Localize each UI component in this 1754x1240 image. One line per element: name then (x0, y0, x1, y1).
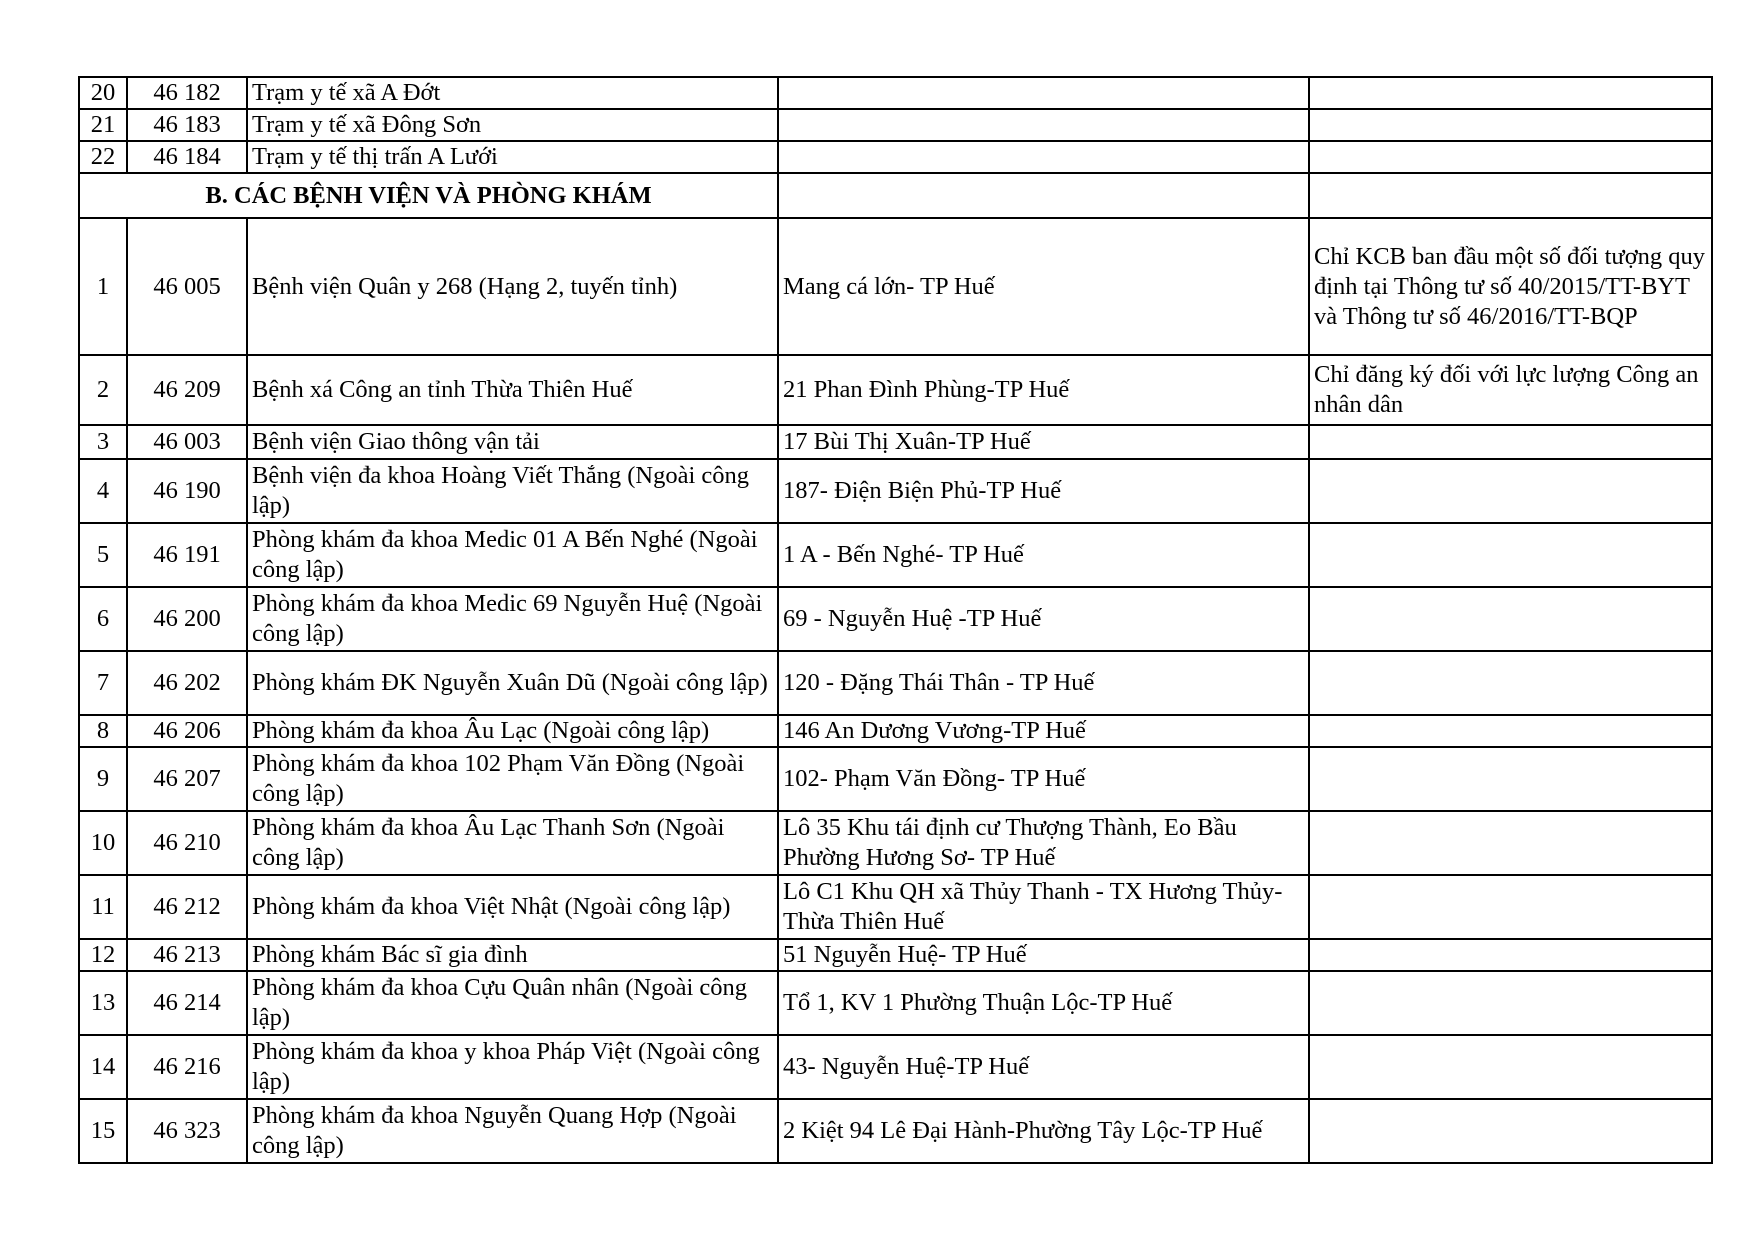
facility-note (1309, 173, 1712, 218)
facility-name: Phòng khám đa khoa Việt Nhật (Ngoài công lập) (247, 875, 778, 939)
row-number: 13 (79, 971, 127, 1035)
facility-note (1309, 971, 1712, 1035)
facility-name: Phòng khám đa khoa y khoa Pháp Việt (Ngoài công lập) (247, 1035, 778, 1099)
table-row (79, 1099, 1712, 1163)
row-number: 5 (79, 523, 127, 587)
facility-address: 187- Điện Biện Phủ-TP Huế (778, 459, 1309, 523)
facility-address: 2 Kiệt 94 Lê Đại Hành-Phường Tây Lộc-TP Huế (778, 1099, 1309, 1163)
facility-table (78, 76, 1713, 1164)
row-number: 1 (79, 218, 127, 355)
section-title: B. CÁC BỆNH VIỆN VÀ PHÒNG KHÁM (79, 173, 778, 218)
facility-name: Trạm y tế xã Đông Sơn (247, 109, 778, 141)
facility-name: Phòng khám đa khoa Âu Lạc Thanh Sơn (Ngoài công lập) (247, 811, 778, 875)
table-row (79, 747, 1712, 811)
facility-code: 46 183 (127, 109, 247, 141)
facility-code: 46 210 (127, 811, 247, 875)
facility-address: 17 Bùi Thị Xuân-TP Huế (778, 425, 1309, 459)
facility-note: Chỉ KCB ban đầu một số đối tượng quy định tại Thông tư số 40/2015/TT-BYT và Thông tư số 46/2016/TT-BQP (1309, 218, 1712, 355)
row-number: 10 (79, 811, 127, 875)
row-number: 22 (79, 141, 127, 173)
facility-note (1309, 651, 1712, 715)
facility-note: Chỉ đăng ký đối với lực lượng Công an nhân dân (1309, 355, 1712, 425)
table-row (79, 141, 1712, 173)
table-row (79, 971, 1712, 1035)
facility-code: 46 214 (127, 971, 247, 1035)
facility-note (1309, 1035, 1712, 1099)
row-number: 8 (79, 715, 127, 747)
facility-note (1309, 109, 1712, 141)
facility-address: Lô 35 Khu tái định cư Thượng Thành, Eo Bầu Phường Hương Sơ- TP Huế (778, 811, 1309, 875)
facility-name: Bệnh xá Công an tỉnh Thừa Thiên Huế (247, 355, 778, 425)
facility-note (1309, 523, 1712, 587)
facility-note (1309, 875, 1712, 939)
facility-code: 46 323 (127, 1099, 247, 1163)
facility-code: 46 200 (127, 587, 247, 651)
facility-note (1309, 77, 1712, 109)
table-row (79, 715, 1712, 747)
facility-note (1309, 459, 1712, 523)
facility-code: 46 191 (127, 523, 247, 587)
table-row (79, 811, 1712, 875)
facility-name: Phòng khám đa khoa Cựu Quân nhân (Ngoài công lập) (247, 971, 778, 1035)
facility-code: 46 190 (127, 459, 247, 523)
table-row (79, 1035, 1712, 1099)
row-number: 21 (79, 109, 127, 141)
facility-address (778, 77, 1309, 109)
table-row (79, 355, 1712, 425)
facility-address: 43- Nguyễn Huệ-TP Huế (778, 1035, 1309, 1099)
facility-name: Bệnh viện Giao thông vận tải (247, 425, 778, 459)
table-row (79, 523, 1712, 587)
row-number: 3 (79, 425, 127, 459)
row-number: 15 (79, 1099, 127, 1163)
facility-name: Bệnh viện đa khoa Hoàng Viết Thắng (Ngoài công lập) (247, 459, 778, 523)
table-row (79, 109, 1712, 141)
row-number: 11 (79, 875, 127, 939)
row-number: 20 (79, 77, 127, 109)
row-number: 9 (79, 747, 127, 811)
facility-address: 1 A - Bến Nghé- TP Huế (778, 523, 1309, 587)
facility-name: Phòng khám đa khoa Nguyễn Quang Hợp (Ngoài công lập) (247, 1099, 778, 1163)
facility-name: Phòng khám Bác sĩ gia đình (247, 939, 778, 971)
facility-name: Phòng khám đa khoa Âu Lạc (Ngoài công lập) (247, 715, 778, 747)
facility-address: 120 - Đặng Thái Thân - TP Huế (778, 651, 1309, 715)
table-row (79, 459, 1712, 523)
row-number: 12 (79, 939, 127, 971)
row-number: 7 (79, 651, 127, 715)
facility-note (1309, 747, 1712, 811)
table-row (79, 77, 1712, 109)
facility-name: Phòng khám đa khoa 102 Phạm Văn Đồng (Ngoài công lập) (247, 747, 778, 811)
facility-address: 102- Phạm Văn Đồng- TP Huế (778, 747, 1309, 811)
row-number: 2 (79, 355, 127, 425)
facility-code: 46 213 (127, 939, 247, 971)
facility-note (1309, 141, 1712, 173)
facility-note (1309, 811, 1712, 875)
row-number: 14 (79, 1035, 127, 1099)
table-row (79, 875, 1712, 939)
facility-address (778, 109, 1309, 141)
table-row (79, 651, 1712, 715)
facility-name: Bệnh viện Quân y 268 (Hạng 2, tuyến tỉnh) (247, 218, 778, 355)
facility-note (1309, 425, 1712, 459)
facility-address: Lô C1 Khu QH xã Thủy Thanh - TX Hương Thủy- Thừa Thiên Huế (778, 875, 1309, 939)
table-row (79, 425, 1712, 459)
facility-note (1309, 939, 1712, 971)
row-number: 6 (79, 587, 127, 651)
facility-code: 46 182 (127, 77, 247, 109)
facility-address: 69 - Nguyễn Huệ -TP Huế (778, 587, 1309, 651)
table-row (79, 939, 1712, 971)
facility-name: Phòng khám đa khoa Medic 01 A Bến Nghé (Ngoài công lập) (247, 523, 778, 587)
facility-code: 46 212 (127, 875, 247, 939)
facility-note (1309, 1099, 1712, 1163)
facility-address: 21 Phan Đình Phùng-TP Huế (778, 355, 1309, 425)
facility-code: 46 184 (127, 141, 247, 173)
facility-note (1309, 587, 1712, 651)
table-row (79, 587, 1712, 651)
table-row (79, 218, 1712, 355)
section-header-row (79, 173, 1712, 218)
facility-code: 46 206 (127, 715, 247, 747)
facility-code: 46 005 (127, 218, 247, 355)
facility-name: Phòng khám ĐK Nguyễn Xuân Dũ (Ngoài công lập) (247, 651, 778, 715)
facility-address (778, 173, 1309, 218)
facility-address: 146 An Dương Vương-TP Huế (778, 715, 1309, 747)
facility-code: 46 216 (127, 1035, 247, 1099)
facility-code: 46 003 (127, 425, 247, 459)
facility-name: Phòng khám đa khoa Medic 69 Nguyễn Huệ (Ngoài công lập) (247, 587, 778, 651)
facility-code: 46 207 (127, 747, 247, 811)
facility-address (778, 141, 1309, 173)
facility-address: Tổ 1, KV 1 Phường Thuận Lộc-TP Huế (778, 971, 1309, 1035)
facility-address: Mang cá lớn- TP Huế (778, 218, 1309, 355)
facility-code: 46 202 (127, 651, 247, 715)
facility-address: 51 Nguyễn Huệ- TP Huế (778, 939, 1309, 971)
facility-note (1309, 715, 1712, 747)
facility-code: 46 209 (127, 355, 247, 425)
facility-name: Trạm y tế thị trấn A Lưới (247, 141, 778, 173)
row-number: 4 (79, 459, 127, 523)
facility-name: Trạm y tế xã A Đớt (247, 77, 778, 109)
